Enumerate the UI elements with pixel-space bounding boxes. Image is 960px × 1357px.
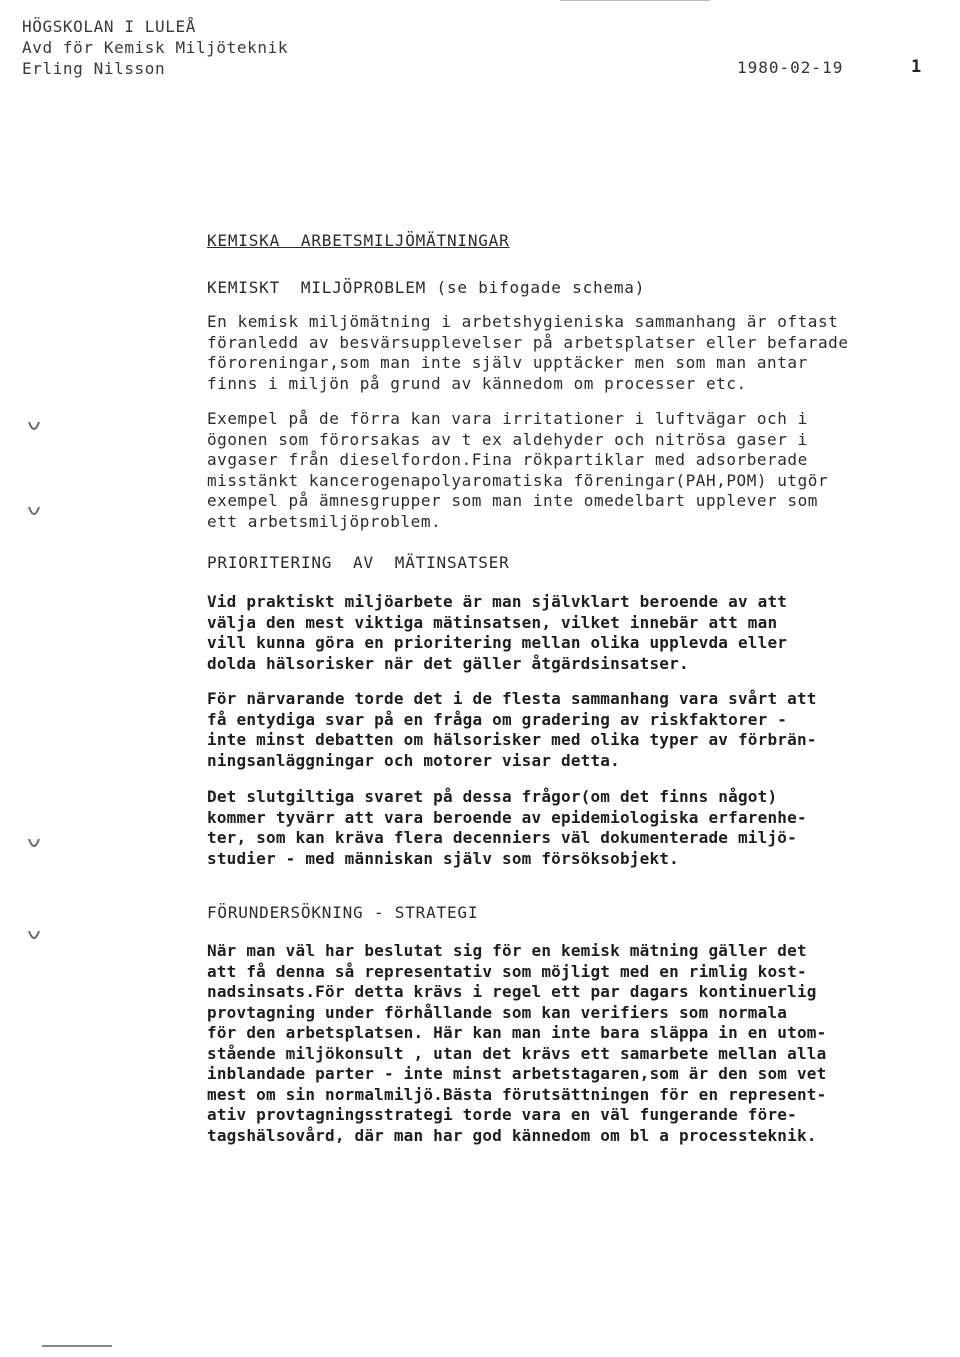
- text-line: kommer tyvärr att vara beroende av epidemiologiska erfarenhe-: [207, 807, 807, 827]
- text-line: För närvarande torde det i de flesta sammanhang vara svårt att: [207, 689, 817, 708]
- punch-hole-mark: [27, 420, 41, 436]
- paragraph: [207, 787, 947, 869]
- section-heading-kemiskt-miljoproblem: KEMISKT MILJÖPROBLEM (se bifogade schema): [207, 278, 646, 297]
- text-line: inblandade parter - inte minst arbetstagaren,som är den som vet: [207, 1064, 827, 1083]
- document-title: KEMISKA ARBETSMILJÖMÄTNINGAR: [207, 231, 510, 250]
- text-line: välja den mest viktiga mätinsatsen, vilket innebär att man: [207, 612, 778, 632]
- paragraph: [207, 409, 947, 532]
- text-line: föroreningar,som man inte själv upptäcker men som man antar: [207, 353, 808, 372]
- text-line: nadsinsats.För detta krävs i regel ett par dagars kontinuerlig: [207, 982, 817, 1001]
- paragraph: [207, 592, 947, 674]
- text-line: ögonen som förorsakas av t ex aldehyder och nitrösa gaser i: [207, 429, 808, 449]
- text-line: studier - med människan själv som försöksobjekt.: [207, 848, 679, 868]
- text-line: avgaser från dieselfordon.Fina rökpartiklar med adsorberade: [207, 450, 808, 469]
- text-line: misstänkt kancerogenapolyaromatiska föreningar(PAH,POM) utgör: [207, 470, 829, 490]
- text-line: vill kunna göra en prioritering mellan olika upplevda eller: [207, 633, 788, 652]
- text-line: Vid praktiskt miljöarbete är man självklart beroende av att: [207, 592, 788, 611]
- text-line: föranledd av besvärsupplevelser på arbetsplatser eller befarade: [207, 332, 849, 352]
- text-line: provtagning under förhållande som kan verifiers som normala: [207, 1002, 788, 1022]
- text-line: ativ provtagningsstrategi torde vara en väl fungerande före-: [207, 1105, 797, 1124]
- text-line: En kemisk miljömätning i arbetshygieniska sammanhang är oftast: [207, 312, 839, 331]
- text-line: Det slutgiltiga svaret på dessa frågor(om det finns något): [207, 787, 778, 806]
- punch-hole-mark: [27, 505, 41, 521]
- document-date: 1980-02-19: [737, 58, 844, 77]
- section-heading-forundersokning: FÖRUNDERSÖKNING - STRATEGI: [207, 903, 479, 922]
- text-line: finns i miljön på grund av kännedom om processer etc.: [207, 373, 747, 393]
- punch-hole-mark: [27, 929, 41, 945]
- text-line: exempel på ämnesgrupper som man inte omedelbart upplever som: [207, 491, 818, 510]
- letterhead: [22, 16, 288, 79]
- text-line: ter, som kan kräva flera decenniers väl dokumenterade miljö-: [207, 828, 797, 847]
- paragraph: [207, 312, 947, 394]
- paragraph: [207, 941, 947, 1146]
- text-line: ningsanläggningar och motorer visar detta.: [207, 750, 620, 770]
- page-number: 1: [911, 57, 922, 77]
- text-line: När man väl har beslutat sig för en kemisk mätning gäller det: [207, 941, 807, 960]
- text-line: att få denna så representativ som möjligt med en rimlig kost-: [207, 961, 807, 981]
- section-heading-prioritering: PRIORITERING AV MÄTINSATSER: [207, 553, 510, 572]
- text-line: mest om sin normalmiljö.Bästa förutsättningen för en represent-: [207, 1084, 827, 1104]
- text-line: stående miljökonsult , utan det krävs ett samarbete mellan alla: [207, 1043, 827, 1063]
- bottom-edge-mark: [42, 1345, 112, 1347]
- text-line: inte minst debatten om hälsorisker med olika typer av förbrän-: [207, 730, 817, 749]
- paragraph: [207, 689, 947, 771]
- letterhead-author: Erling Nilsson: [22, 59, 166, 78]
- top-edge-mark: [560, 0, 710, 1]
- text-line: dolda hälsorisker när det gäller åtgärdsinsatser.: [207, 653, 689, 673]
- text-line: tagshälsovård, där man har god kännedom om bl a processteknik.: [207, 1125, 817, 1145]
- punch-hole-mark: [27, 837, 41, 853]
- text-line: få entydiga svar på en fråga om gradering av riskfaktorer -: [207, 709, 788, 729]
- text-line: ett arbetsmiljöproblem.: [207, 511, 442, 531]
- text-line: för den arbetsplatsen. Här kan man inte bara släppa in en utom-: [207, 1023, 827, 1042]
- text-line: Exempel på de förra kan vara irritationer i luftvägar och i: [207, 409, 808, 428]
- letterhead-department: Avd för Kemisk Miljöteknik: [22, 38, 289, 57]
- letterhead-institution: HÖGSKOLAN I LULEÅ: [22, 17, 196, 36]
